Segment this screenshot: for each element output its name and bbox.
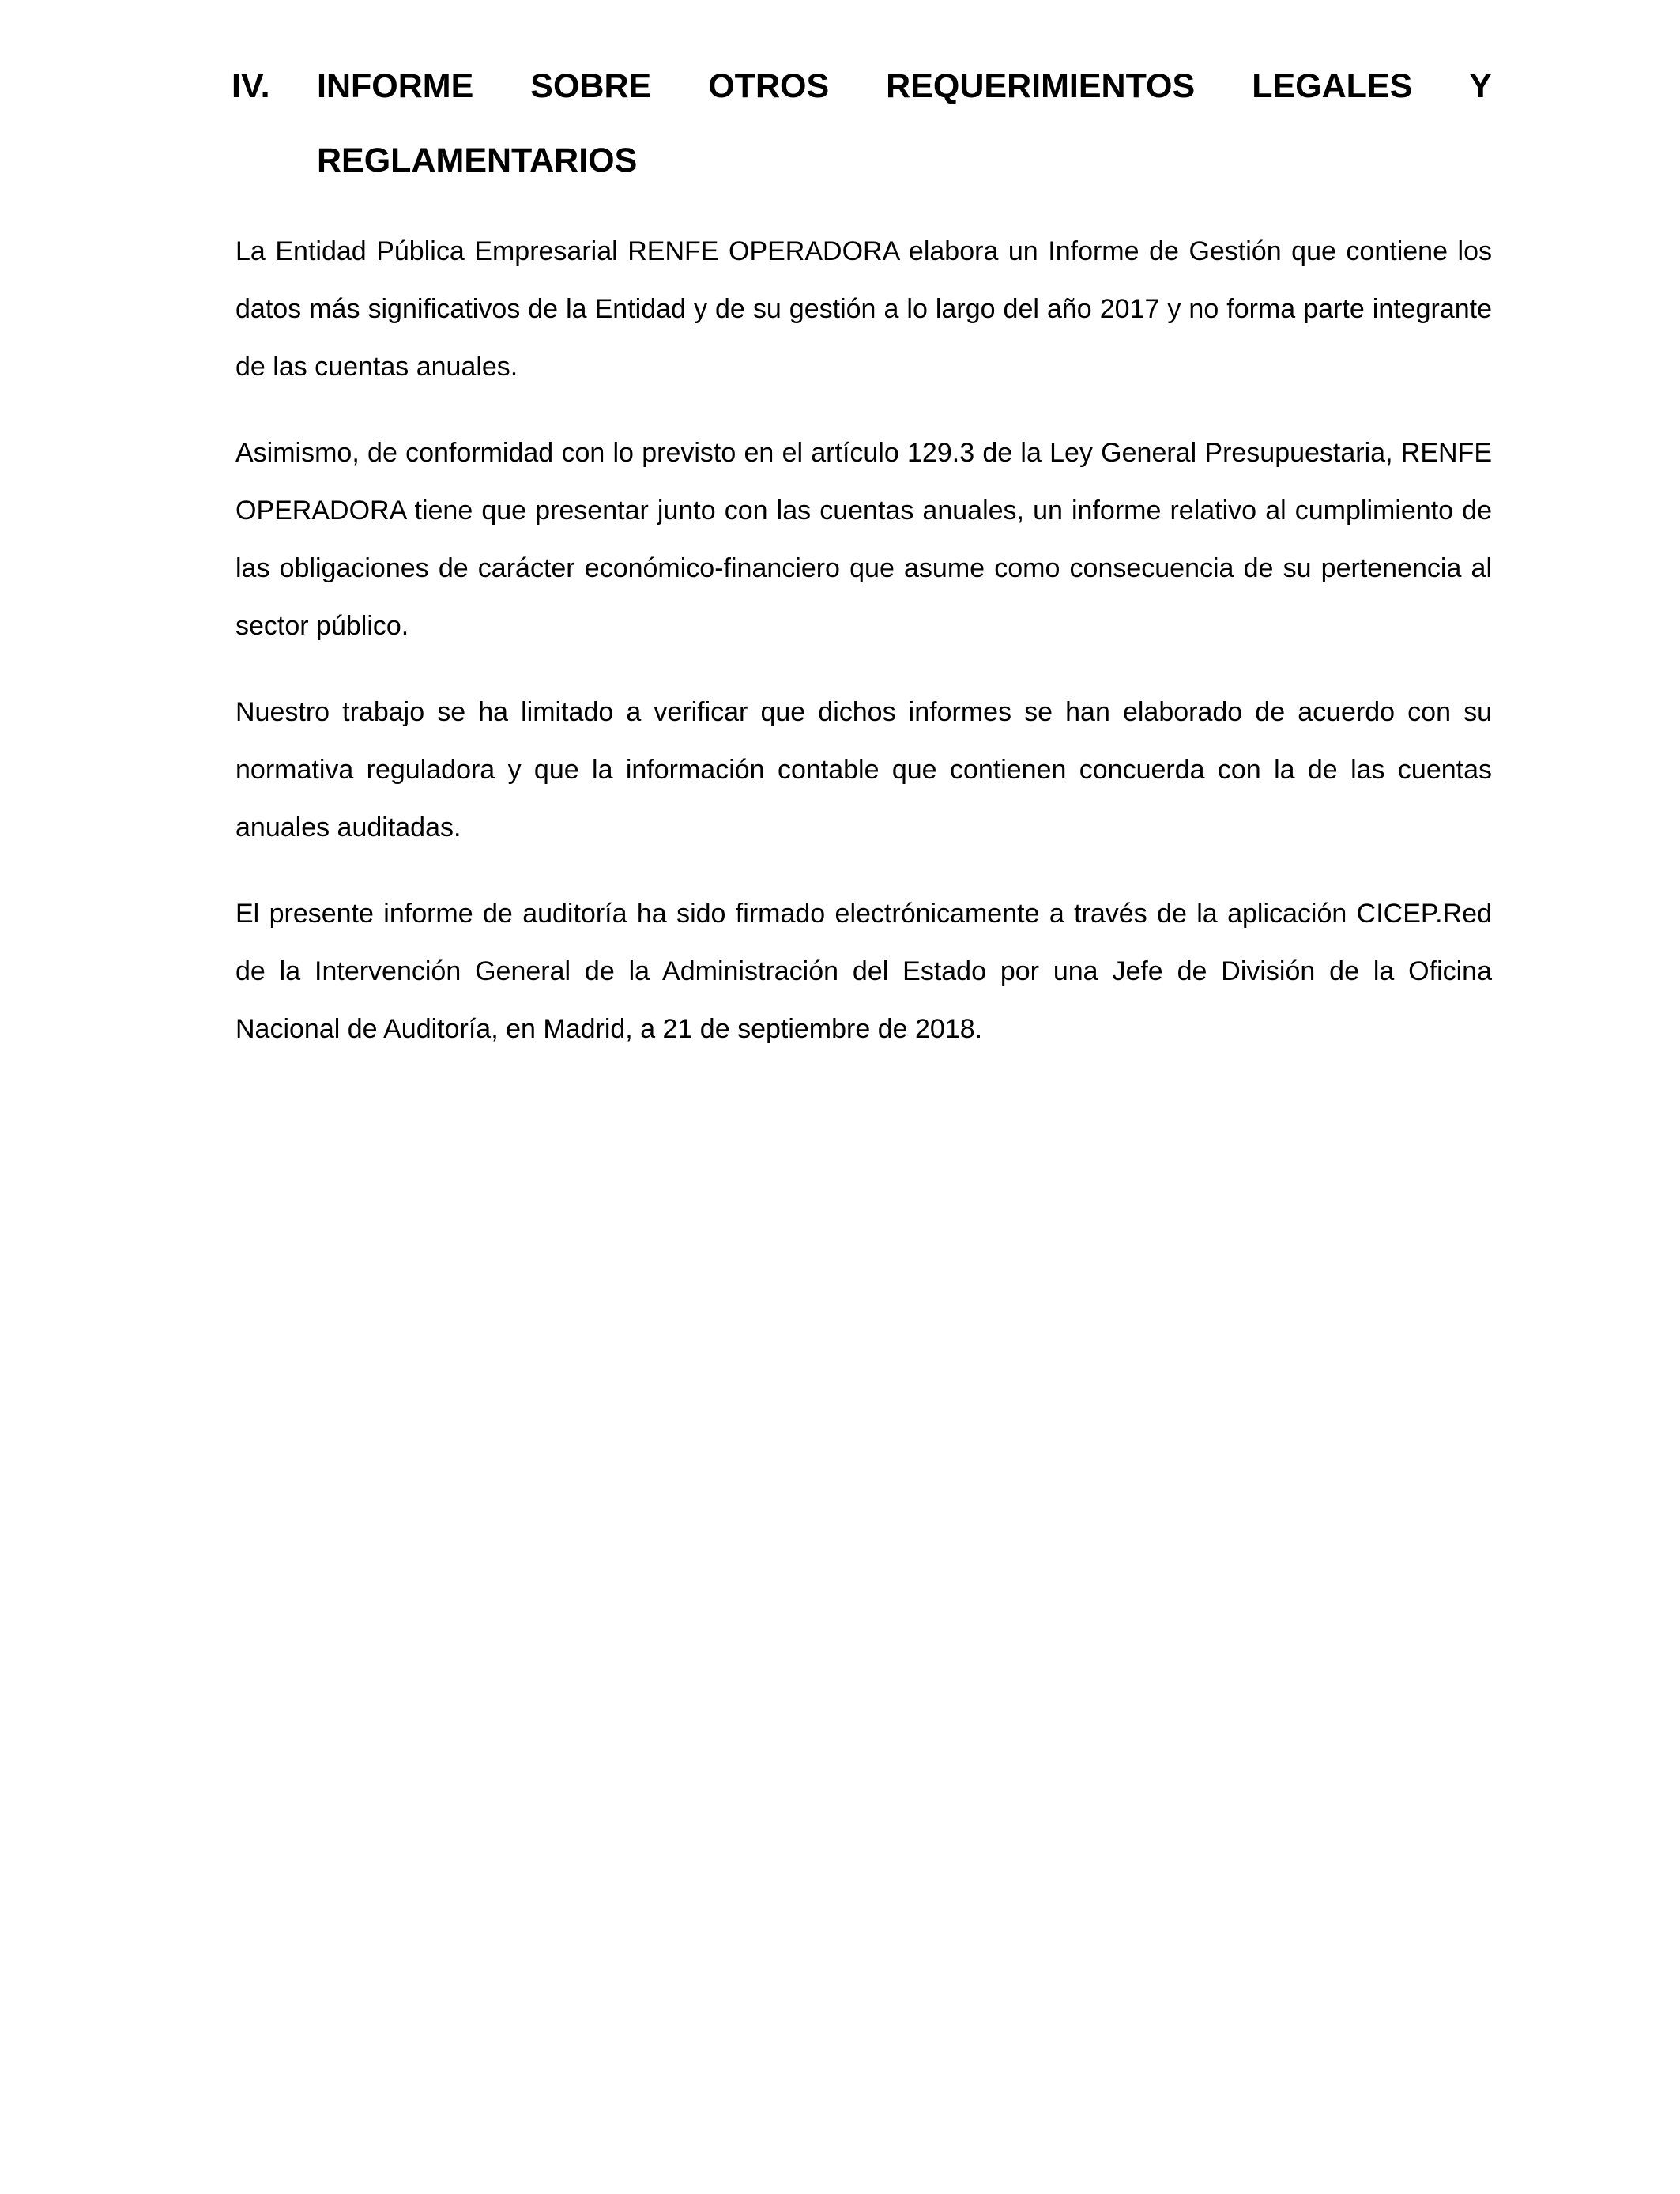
section-title-word: REQUERIMIENTOS — [886, 67, 1196, 105]
section-title-word: OTROS — [708, 67, 830, 105]
body-text — [235, 223, 1492, 1087]
section-title-continuation: REGLAMENTARIOS — [317, 141, 638, 179]
section-title-word: LEGALES — [1252, 67, 1413, 105]
section-title-word: Y — [1469, 67, 1492, 105]
section-title-words — [317, 49, 1492, 123]
section-title-word: INFORME — [317, 67, 474, 105]
section-title-word: SOBRE — [530, 67, 652, 105]
section-heading-line-1 — [232, 49, 1492, 123]
section-number: IV. — [232, 67, 270, 105]
paragraph-informe-gestion: La Entidad Pública Empresarial RENFE OPERADORA elabora un Informe de Gestión que contiene los datos más significativos de la Entidad y de su gestión a lo largo del año 2017 y no forma parte integrante de las cuentas anuales. — [235, 236, 1492, 382]
paragraph-alcance-trabajo: Nuestro trabajo se ha limitado a verificar que dichos informes se han elaborado de acuerdo con su normativa reguladora y que la información contable que contienen concuerda con la de las cuentas anuales auditadas. — [235, 697, 1492, 843]
section-heading — [232, 49, 1492, 198]
paragraph-ley-presupuestaria: Asimismo, de conformidad con lo previsto en el artículo 129.3 de la Ley General Presupuestaria, RENFE OPERADORA tiene que presentar junto con las cuentas anuales, un informe relativo al cumplimiento de las obligaciones de carácter económico-financiero que asume como consecuencia de su pertenencia al sector público. — [235, 438, 1492, 641]
paragraph-firma-electronica: El presente informe de auditoría ha sido firmado electrónicamente a través de la aplicación CICEP.Red de la Intervención General de la Administración del Estado por una Jefe de División de la Oficina Nacional de Auditoría, en Madrid, a 21 de septiembre de 2018. — [235, 899, 1492, 1044]
